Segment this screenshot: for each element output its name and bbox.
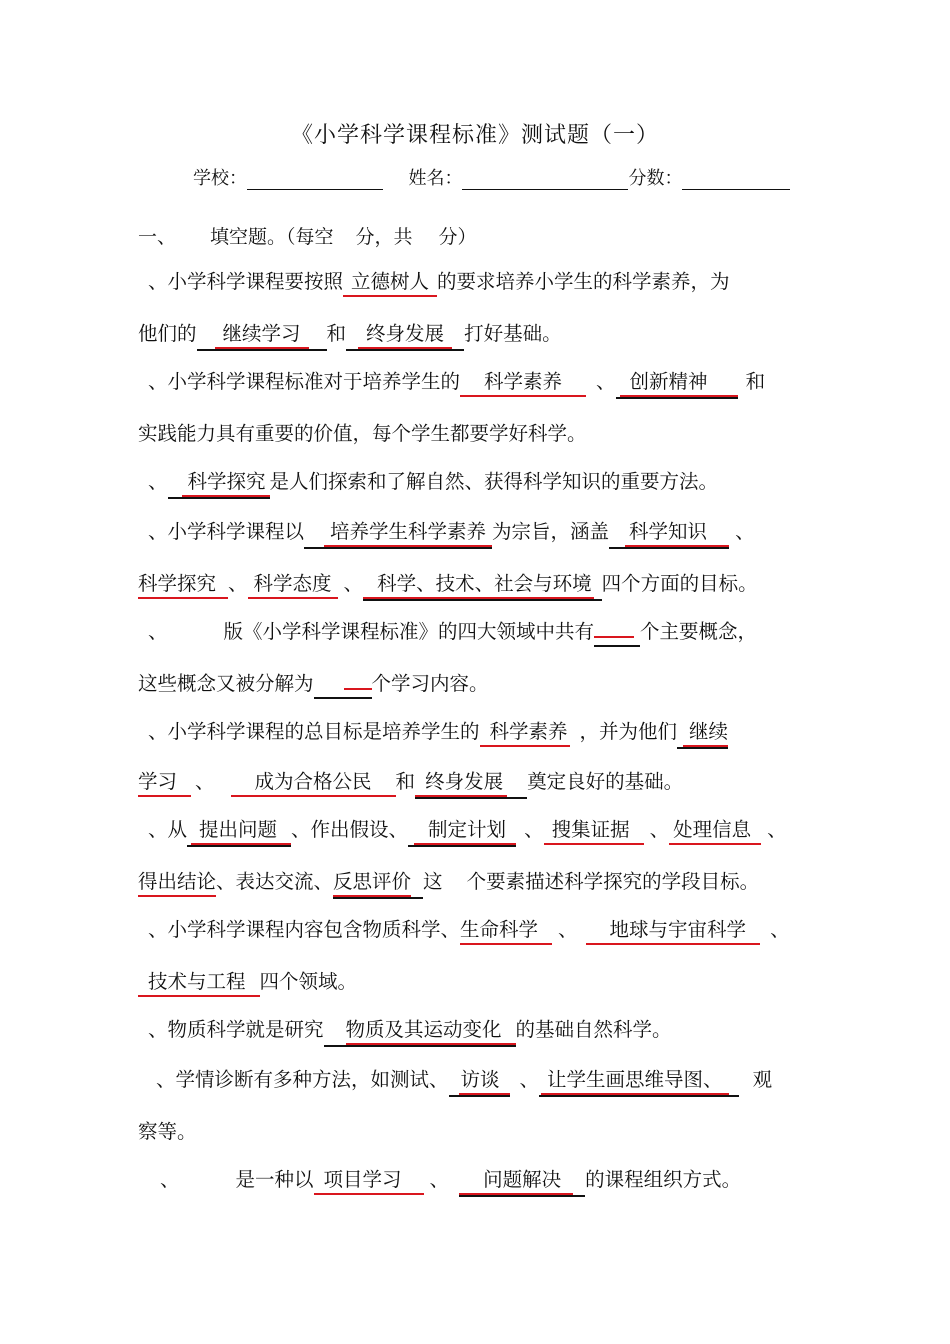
- question-6-line-1: 、小学科学课程的总目标是培养学生的 科学素养 ，并为他们 继续: [138, 718, 728, 749]
- question-1-line-1: 、小学科学课程要按照 立德树人 的要求培养小学生的科学素养，为: [138, 268, 730, 297]
- answer: 物质及其运动变化: [346, 1017, 516, 1045]
- question-7-line-1: 、从 提出问题 、作出假设、 制定计划 、 搜集证据 、 处理信息 、: [138, 816, 787, 847]
- question-6-line-2: 学习 、 成为合格公民 和 终身发展 奠定良好的基础。: [138, 768, 683, 799]
- question-2-line-2: 实践能力具有重要的价值，每个学生都要学好科学。: [138, 422, 587, 445]
- answer: 反思评价: [333, 869, 411, 897]
- answer: 搜集证据: [544, 817, 644, 845]
- school-label: 学校：: [193, 168, 247, 189]
- answer: 继续: [683, 719, 728, 747]
- answer: 制定计划: [414, 817, 516, 845]
- question-9-line-1: 、物质科学就是研究 物质及其运动变化 的基础自然科学。: [138, 1016, 672, 1047]
- answer-blank: [594, 636, 634, 638]
- answer: 科学探究: [138, 571, 228, 599]
- page-title: 《小学科学课程标准》测试题（一）: [290, 123, 659, 148]
- answer: 问题解决: [459, 1167, 573, 1195]
- question-8-line-1: 、小学科学课程内容包含物质科学、生命科学 、 地球与宇宙科学 、: [138, 916, 790, 945]
- question-5-line-1: 、 版《小学科学课程标准》的四大领域中共有 个主要概念，: [138, 618, 757, 647]
- answer: 科学素养: [460, 369, 586, 397]
- answer: 提出问题: [191, 817, 291, 845]
- answer: 技术与工程: [138, 969, 260, 997]
- score-label: 分数：: [628, 168, 683, 189]
- question-8-line-2: 技术与工程 四个领域。: [138, 968, 357, 997]
- question-5-line-2: 这些概念又被分解为 个学习内容。: [138, 670, 489, 699]
- answer: 终身发展: [415, 769, 507, 797]
- answer: 生命科学: [460, 917, 552, 945]
- question-10-line-1: 、学情诊断有多种方法，如测试、 访谈 、 让学生画思维导图、 观: [138, 1066, 772, 1097]
- answer: 创新精神: [620, 369, 738, 397]
- question-10-line-2: 察等。: [138, 1120, 197, 1143]
- student-info-row: [193, 164, 790, 190]
- name-label: 姓名：: [408, 168, 463, 189]
- answer: 科学探究: [182, 469, 270, 497]
- answer: 访谈: [459, 1067, 510, 1095]
- question-4-line-2: 科学探究 、 科学态度 、 科学、技术、社会与环境 四个方面的目标。: [138, 570, 758, 601]
- school-field[interactable]: [247, 169, 383, 190]
- question-11-line-1: 、 是一种以 项目学习 、 问题解决 的课程组织方式。: [138, 1166, 741, 1197]
- answer: 地球与宇宙科学: [586, 917, 761, 945]
- question-4-line-1: 、小学科学课程以 培养学生科学素养 为宗旨，涵盖 科学知识 、: [138, 518, 755, 549]
- question-2-line-1: 、小学科学课程标准对于培养学生的 科学素养 、 创新精神 和: [138, 368, 765, 399]
- answer-blank: [344, 688, 372, 690]
- answer: 处理信息: [669, 817, 761, 845]
- section-heading: 一、 填空题。（每空 分，共 分）: [138, 226, 477, 248]
- answer: 学习: [138, 769, 191, 797]
- answer: 培养学生科学素养: [324, 519, 492, 547]
- answer: 继续学习: [215, 321, 309, 349]
- answer: 得出结论: [138, 869, 216, 897]
- answer: 让学生画思维导图、: [541, 1067, 729, 1095]
- answer: 成为合格公民: [231, 769, 396, 797]
- answer: 立德树人: [343, 269, 437, 297]
- answer: 项目学习: [314, 1167, 424, 1195]
- name-field[interactable]: [462, 169, 628, 190]
- answer: 科学素养: [480, 719, 570, 747]
- score-field[interactable]: [682, 169, 790, 190]
- question-3-line-1: 、 科学探究 是人们探索和了解自然、获得科学知识的重要方法。: [138, 468, 718, 499]
- answer: 终身发展: [358, 321, 452, 349]
- question-1-line-2: 他们的 继续学习 和 终身发展 打好基础。: [138, 320, 562, 351]
- question-7-line-2: 得出结论、表达交流、反思评价 这 个要素描述科学探究的学段目标。: [138, 868, 759, 899]
- answer: 科学知识: [625, 519, 729, 547]
- answer: 科学、技术、社会与环境: [363, 571, 594, 599]
- answer: 科学态度: [248, 571, 338, 599]
